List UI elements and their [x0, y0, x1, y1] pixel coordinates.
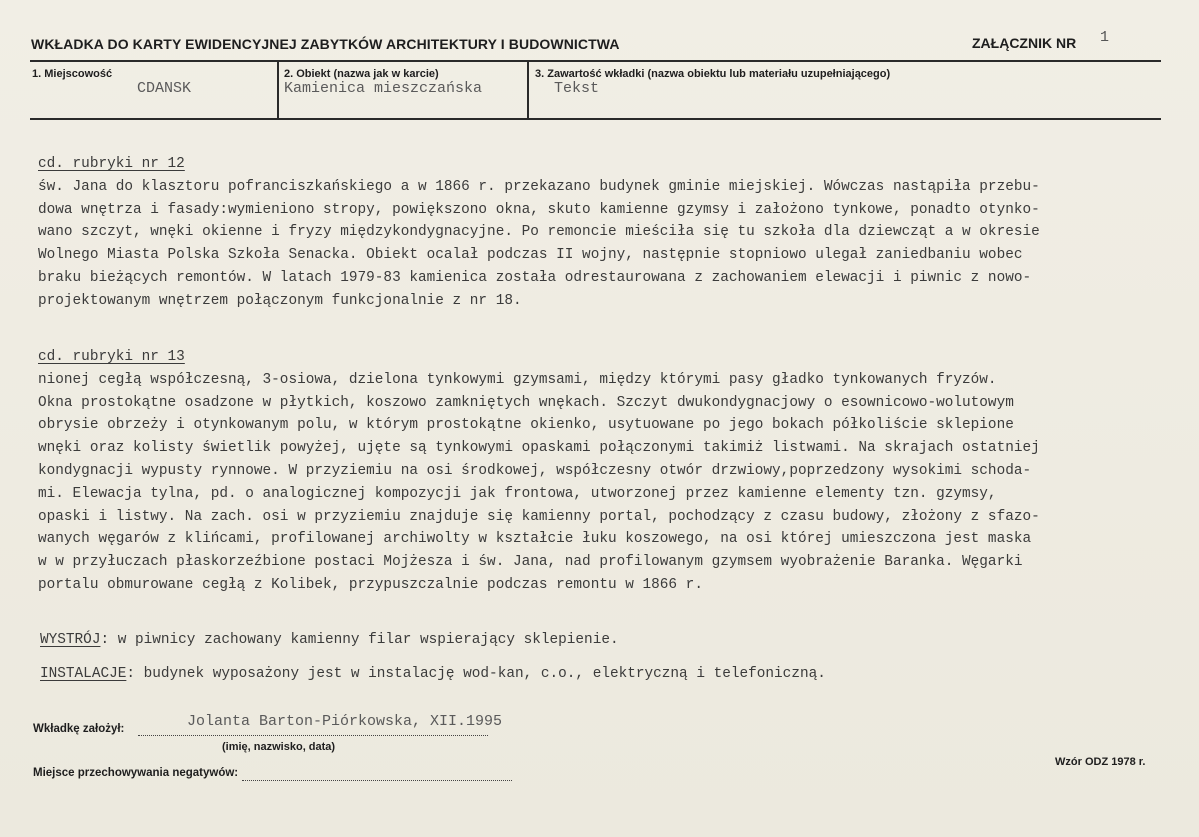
- content-value[interactable]: Tekst: [554, 80, 600, 97]
- section-13-line: wnęki oraz kolisty świetlik powyżej, ujęte są tynkowymi opaskami połączonymi takimiż listwami. Na skrajach ostatniej: [38, 440, 1040, 457]
- section-12: [38, 153, 1188, 313]
- section-13-line: portalu obmurowane cegłą z Kolibek, przypuszczalnie podczas remontu w 1866 r.: [38, 576, 703, 593]
- section-13-line: kondygnacji wypusty rynnowe. W przyziemiu na osi środkowej, współczesny otwór drzwiowy,poprzedzony wysokimi schoda-: [38, 462, 1032, 479]
- form-title: WKŁADKA DO KARTY EWIDENCYJNEJ ZABYTKÓW ARCHITEKTURY I BUDOWNICTWA: [31, 36, 620, 52]
- content-label: 3. Zawartość wkładki (nazwa obiektu lub materiału uzupełniającego): [535, 68, 891, 80]
- section-13-line: w w przyłuczach płaskorzeźbione postaci Mojżesza i św. Jana, nad profilowanym gzymsem wyobrażenie Baranka. Węgarki: [38, 554, 1023, 571]
- section-12-line: dowa wnętrza i fasady:wymieniono stropy, powiększono okna, skuto kamienne gzymsy i założono tynkowe, ponadto otynko-: [38, 201, 1040, 218]
- instalacje-key: INSTALACJE: [40, 666, 127, 682]
- locality-value[interactable]: CDANSK: [137, 80, 192, 97]
- section-13-line: opaski i listwy. Na zach. osi w przyziemiu znajduje się kamienny portal, pochodzący z czasu budowy, złożony z sfazo-: [38, 508, 1040, 525]
- section-13-line: obrysie obrzeży i otynkowanym polu, w którym prostokątne okienko, usytuowane po jego bokach półkoliście sklepione: [38, 417, 1014, 434]
- author-label: Wkładkę założył:: [33, 723, 125, 735]
- section-12-heading: cd. rubryki nr 12: [38, 156, 185, 172]
- author-hint: (imię, nazwisko, data): [222, 741, 336, 753]
- section-12-line: Wolnego Miasta Polska Szkoła Senacka. Obiekt ocalał podczas II wojny, następnie stopniowo ulegał zaniedbaniu wobec: [38, 247, 1023, 264]
- section-12-line: braku bieżących remontów. W latach 1979-83 kamienica została odrestaurowana z zachowaniem elewacji i piwnic z nowo-: [38, 269, 1032, 286]
- section-12-line: projektowanym wnętrzem połączonym funkcjonalnie z nr 18.: [38, 292, 522, 309]
- object-label: 2. Obiekt (nazwa jak w karcie): [284, 68, 439, 80]
- author-dotted-line: [138, 735, 488, 736]
- fields-bottom-rule: [30, 118, 1161, 120]
- section-13-line: wanych węgarów z klińcami, profilowanej archiwolty w kształcie łuku koszowego, na osi której umieszczona jest maska: [38, 531, 1032, 548]
- section-13-line: mi. Elewacja tylna, pd. o analogicznej kompozycji jak frontowa, utworzonej przez kamienne elementy tzn. gzymsy,: [38, 485, 997, 502]
- section-13-heading: cd. rubryki nr 13: [38, 349, 185, 365]
- field-divider-2: [527, 62, 529, 119]
- instalacje-text: : budynek wyposażony jest w instalację wod-kan, c.o., elektryczną i telefoniczną.: [126, 666, 826, 682]
- header-rule: [30, 60, 1161, 62]
- annex-label: ZAŁĄCZNIK NR: [972, 35, 1077, 51]
- section-13: [38, 346, 1188, 597]
- object-value[interactable]: Kamienica mieszczańska: [284, 80, 483, 97]
- storage-dotted-line: [242, 780, 512, 781]
- form-pattern: Wzór ODZ 1978 r.: [1055, 756, 1146, 768]
- section-13-line: Okna prostokątne osadzone w płytkich, koszowo zamkniętych wnękach. Szczyt dwukondygnacjowy o esownicowo-wolutowym: [38, 394, 1014, 411]
- instalacje-paragraph: [40, 663, 826, 685]
- section-13-line: nionej cegłą współczesną, 3-osiowa, dzielona tynkowymi gzymsami, między którymi pasy gładko tynkowanych fryzów.: [38, 371, 997, 388]
- wystroj-paragraph: [40, 629, 619, 651]
- author-value[interactable]: Jolanta Barton-Piórkowska, XII.1995: [187, 713, 503, 730]
- section-12-line: wano szczyt, wnęki okienne i fryzy międzykondygnacyjne. Po remoncie mieściła się tu szkoła dla dziewcząt a w okresie: [38, 224, 1040, 241]
- field-divider-1: [277, 62, 279, 119]
- locality-label: 1. Miejscowość: [32, 68, 113, 80]
- annex-number[interactable]: 1: [1100, 29, 1110, 46]
- wystroj-text: : w piwnicy zachowany kamienny filar wspierający sklepienie.: [100, 632, 619, 648]
- section-12-line: św. Jana do klasztoru pofranciszkańskiego a w 1866 r. przekazano budynek gminie miejskiej. Wówczas nastąpiła przebu-: [38, 178, 1040, 195]
- storage-label: Miejsce przechowywania negatywów:: [33, 767, 239, 779]
- wystroj-key: WYSTRÓJ: [40, 632, 101, 648]
